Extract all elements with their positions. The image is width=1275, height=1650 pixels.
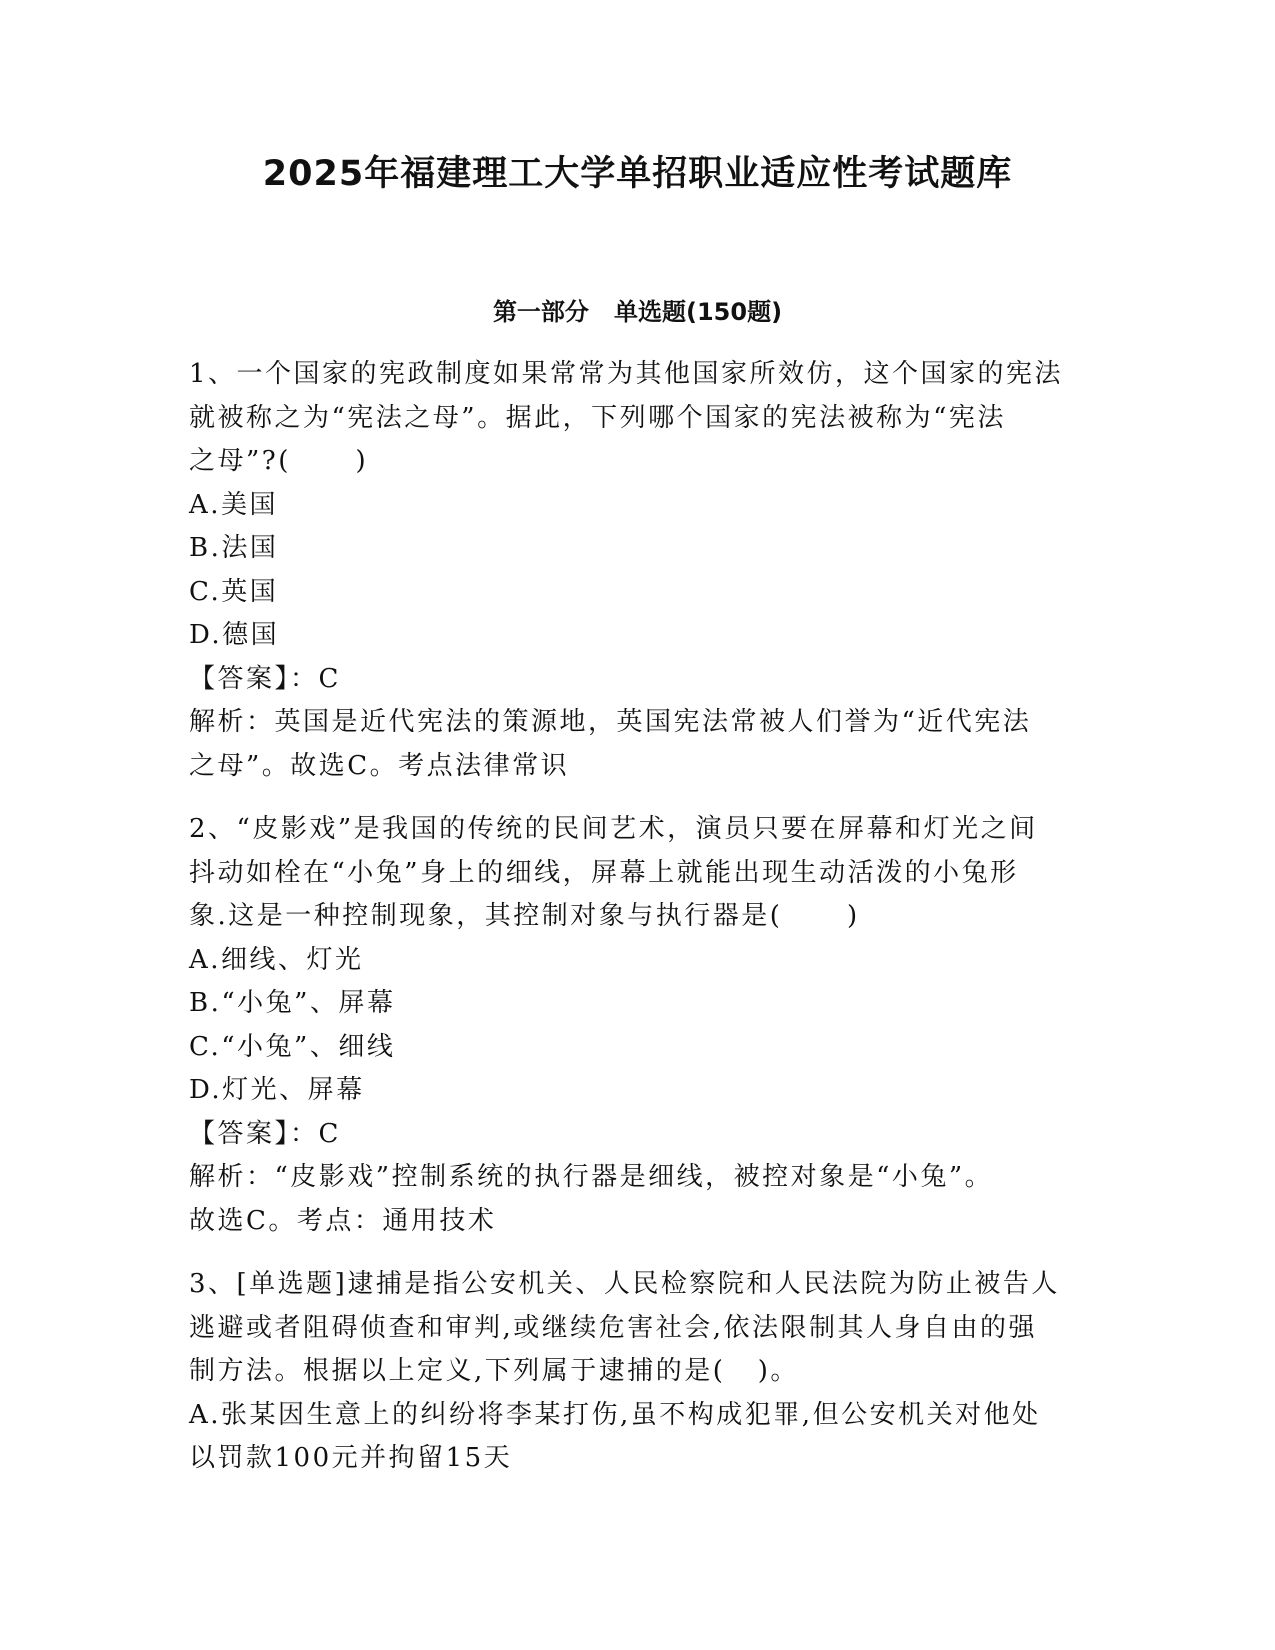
question-stem-line: 逃避或者阻碍侦查和审判,或继续危害社会,依法限制其人身自由的强 [189, 1312, 1038, 1343]
option-c: C.“小兔”、细线 [189, 1031, 396, 1062]
question-stem-line: 制方法。根据以上定义,下列属于逮捕的是( )。 [189, 1356, 799, 1386]
question-stem-line: 1、一个国家的宪政制度如果常常为其他国家所效仿，这个国家的宪法 [189, 359, 1064, 389]
answer-label: 【答案】：C [189, 663, 341, 694]
option-a: A.美国 [189, 489, 279, 520]
option-a: A.细线、灯光 [189, 944, 364, 975]
option-b: B.法国 [189, 533, 279, 563]
analysis-line: 解析：英国是近代宪法的策源地，英国宪法常被人们誉为“近代宪法 [189, 707, 1032, 737]
question-stem-line: 之母”?( ) [189, 446, 369, 476]
option-d: D.德国 [189, 620, 280, 650]
question-stem-line: 2、“皮影戏”是我国的传统的民间艺术，演员只要在屏幕和灯光之间 [189, 814, 1038, 844]
analysis-line: 之母”。故选C。考点法律常识 [189, 750, 570, 781]
analysis-line: 解析：“皮影戏”控制系统的执行器是细线，被控对象是“小兔”。 [189, 1162, 994, 1192]
option-d: D.灯光、屏幕 [189, 1075, 365, 1105]
document-title: 2025年福建理工大学单招职业适应性考试题库 [262, 154, 1013, 194]
section-heading: 第一部分 单选题(150题) [492, 298, 783, 326]
option-c: C.英国 [189, 576, 279, 607]
question-stem-line: 抖动如栓在“小兔”身上的细线，屏幕上就能出现生动活泼的小兔形 [189, 857, 1019, 888]
option-a-continued: 以罚款100元并拘留15天 [189, 1443, 513, 1473]
question-stem-line: 象.这是一种控制现象，其控制对象与执行器是( ) [189, 901, 860, 931]
option-a: A.张某因生意上的纠纷将李某打伤,虽不构成犯罪,但公安机关对他处 [189, 1399, 1041, 1430]
question-stem-line: 就被称之为“宪法之母”。据此，下列哪个国家的宪法被称为“宪法 [189, 402, 1006, 433]
option-b: B.“小兔”、屏幕 [189, 988, 396, 1018]
answer-label: 【答案】：C [189, 1118, 341, 1149]
analysis-line: 故选C。考点：通用技术 [189, 1205, 497, 1236]
question-3 [189, 1263, 1089, 1481]
question-2 [189, 808, 1089, 1243]
question-list [189, 353, 1089, 1481]
question-stem-line: 3、[单选题]逮捕是指公安机关、人民检察院和人民法院为防止被告人 [189, 1269, 1060, 1299]
question-1 [189, 353, 1089, 788]
